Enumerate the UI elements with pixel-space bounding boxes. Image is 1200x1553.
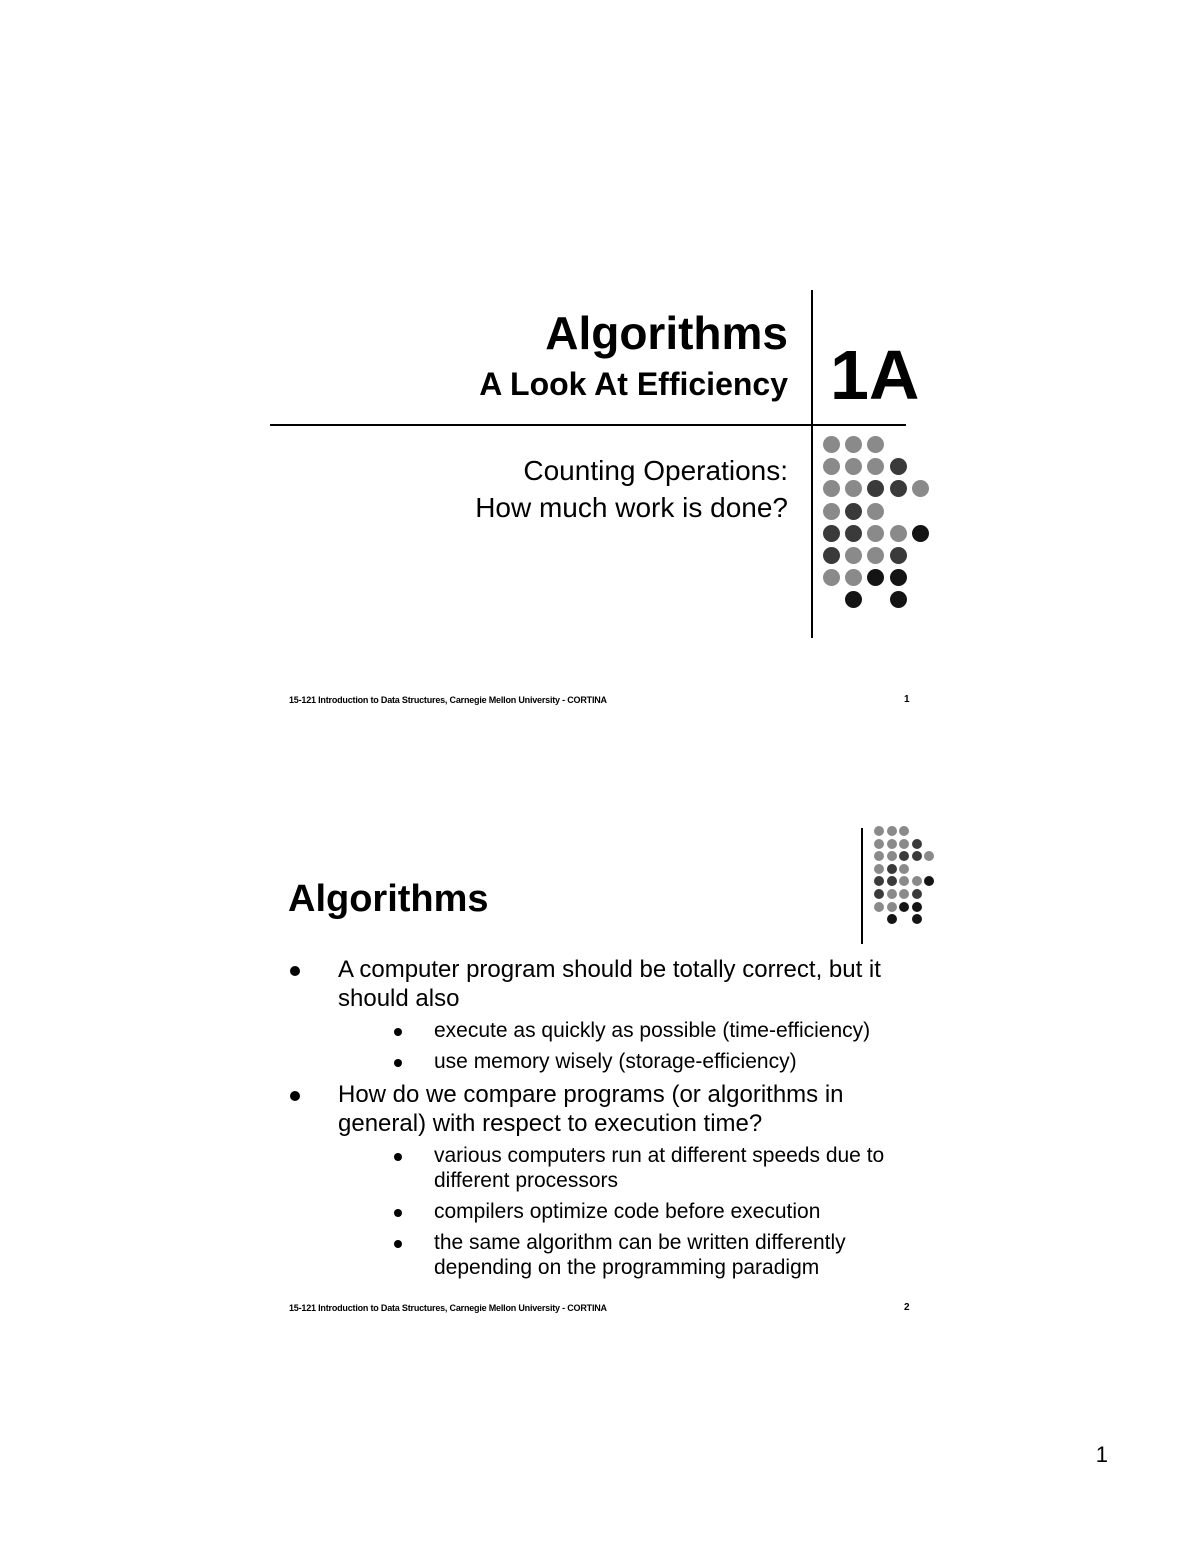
decorative-dot [899, 889, 909, 899]
sub-bullet-item [338, 1199, 928, 1224]
decorative-dot [823, 436, 840, 453]
decorative-dot [912, 902, 922, 912]
sub-bullet-list [338, 1143, 928, 1280]
slide2-vertical-divider [861, 828, 863, 944]
sub-bullet-item [338, 1230, 928, 1280]
bullet-item [288, 1080, 928, 1280]
bullet-dot [290, 966, 300, 976]
decorative-dot [874, 864, 884, 874]
decorative-dot [874, 839, 884, 849]
sub-bullet-item [338, 1143, 928, 1193]
decorative-dot [890, 569, 907, 586]
slide1-vertical-divider [811, 290, 813, 638]
slide1-slide-number: 1 [904, 694, 910, 705]
sub-bullet-text: use memory wisely (storage-efficiency) [434, 1050, 797, 1073]
sub-bullet-dot [394, 1153, 402, 1161]
slide2-title: Algorithms [288, 878, 489, 920]
sub-bullet-item [338, 1049, 928, 1074]
decorative-dot [899, 826, 909, 836]
decorative-dot [845, 458, 862, 475]
slide2-slide-number: 2 [904, 1302, 910, 1313]
sub-bullet-text: execute as quickly as possible (time-efficiency) [434, 1019, 871, 1042]
decorative-dot [887, 826, 897, 836]
slide1-footer: 15-121 Introduction to Data Structures, Carnegie Mellon University - CORTINA [289, 695, 607, 705]
slide1-body-line-2: How much work is done? [475, 492, 788, 523]
decorative-dot [890, 591, 907, 608]
bullet-text: How do we compare programs (or algorithms in general) with respect to execution time? [338, 1081, 844, 1137]
decorative-dot [867, 569, 884, 586]
decorative-dot [823, 458, 840, 475]
decorative-dot [823, 547, 840, 564]
decorative-dot [912, 839, 922, 849]
decorative-dot [899, 876, 909, 886]
bullet-item [288, 955, 928, 1074]
decorative-dot [887, 851, 897, 861]
decorative-dot [890, 480, 907, 497]
decorative-dot [874, 826, 884, 836]
decorative-dot [912, 876, 922, 886]
page-number: 1 [1095, 1442, 1108, 1467]
decorative-dot [887, 889, 897, 899]
bullet-text: A computer program should be totally correct, but it should also [338, 956, 881, 1012]
decorative-dot [845, 503, 862, 520]
decorative-dot [874, 889, 884, 899]
decorative-dot [887, 876, 897, 886]
slide1-body-line-1: Counting Operations: [523, 455, 788, 486]
decorative-dot [823, 503, 840, 520]
sub-bullet-text: various computers run at different speeds due to different processors [434, 1144, 885, 1192]
decorative-dot [912, 914, 922, 924]
decorative-dot [845, 525, 862, 542]
slide1-body [475, 452, 788, 526]
decorative-dot [887, 914, 897, 924]
decorative-dot [890, 547, 907, 564]
decorative-dot [899, 864, 909, 874]
decorative-dot [890, 525, 907, 542]
decorative-dot [867, 547, 884, 564]
decorative-dot [867, 480, 884, 497]
decorative-dot [912, 889, 922, 899]
decorative-dot [845, 547, 862, 564]
decorative-dot [823, 525, 840, 542]
sub-bullet-dot [394, 1240, 402, 1248]
decorative-dot [874, 902, 884, 912]
decorative-dot [867, 436, 884, 453]
bullet-dot [290, 1091, 300, 1101]
decorative-dot [887, 902, 897, 912]
sub-bullet-text: compilers optimize code before execution [434, 1200, 821, 1223]
decorative-dot [867, 503, 884, 520]
decorative-dot [874, 851, 884, 861]
sub-bullet-dot [394, 1209, 402, 1217]
sub-bullet-item [338, 1018, 928, 1043]
decorative-dot [887, 839, 897, 849]
decorative-dot [823, 569, 840, 586]
slide1-title: Algorithms [545, 307, 788, 359]
decorative-dot [874, 876, 884, 886]
decorative-dot [899, 851, 909, 861]
decorative-dot [845, 569, 862, 586]
decorative-dot [899, 902, 909, 912]
decorative-dot [845, 480, 862, 497]
decorative-dot [912, 851, 922, 861]
decorative-dot [845, 436, 862, 453]
decorative-dot [867, 525, 884, 542]
slide1-section-number: 1A [830, 336, 920, 414]
sub-bullet-text: the same algorithm can be written differently depending on the programming paradigm [434, 1231, 846, 1279]
decorative-dot [912, 480, 929, 497]
decorative-dot [924, 876, 934, 886]
decorative-dot [867, 458, 884, 475]
slide1-subtitle: A Look At Efficiency [479, 366, 788, 402]
decorative-dot [845, 591, 862, 608]
decorative-dot [887, 864, 897, 874]
decorative-dot [912, 525, 929, 542]
sub-bullet-dot [394, 1059, 402, 1067]
sub-bullet-list [338, 1018, 928, 1074]
slide1-horizontal-divider [270, 424, 906, 426]
decorative-dot [924, 851, 934, 861]
decorative-dot [899, 839, 909, 849]
sub-bullet-dot [394, 1028, 402, 1036]
slide2-bullet-list [288, 955, 928, 1286]
decorative-dot [823, 480, 840, 497]
decorative-dot [890, 458, 907, 475]
slide2-footer: 15-121 Introduction to Data Structures, Carnegie Mellon University - CORTINA [289, 1303, 607, 1313]
